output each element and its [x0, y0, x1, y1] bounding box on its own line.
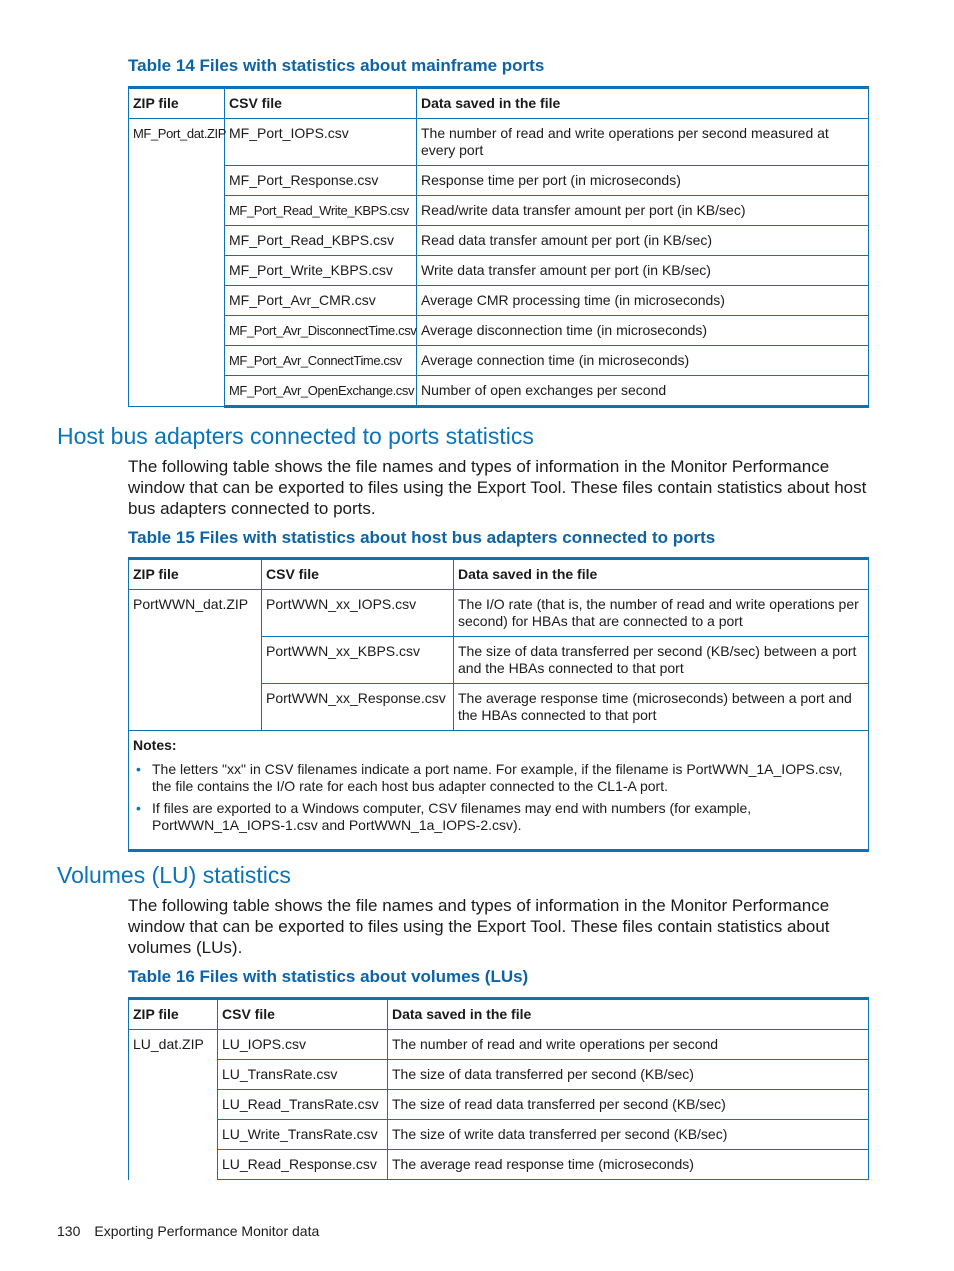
zip-file-cell: LU_dat.ZIP	[129, 1030, 218, 1180]
page-number: 130	[57, 1223, 81, 1239]
table-row	[129, 316, 869, 346]
csv-file-cell: MF_Port_Read_KBPS.csv	[225, 226, 417, 256]
zip-file-cell: MF_Port_dat.ZIP	[129, 119, 225, 407]
table-15-caption: Table 15 Files with statistics about host bus adapters connected to ports	[128, 528, 716, 547]
table-row	[129, 346, 869, 376]
csv-file-cell: LU_IOPS.csv	[218, 1030, 388, 1060]
data-description-cell: Average connection time (in microseconds)	[417, 346, 869, 376]
table-row	[129, 376, 869, 407]
column-header-csv: CSV file	[225, 88, 417, 119]
note-text: If files are exported to a Windows computer, CSV filenames may end with numbers (for example, PortWWN_1A_IOPS-1.csv and PortWWN_1a_IOPS-2.csv).	[152, 800, 752, 833]
csv-file-cell: MF_Port_Write_KBPS.csv	[225, 256, 417, 286]
notes-row	[129, 731, 869, 851]
zip-file-cell: PortWWN_dat.ZIP	[129, 590, 262, 731]
notes-cell	[129, 731, 869, 851]
column-header-zip: ZIP file	[129, 559, 262, 590]
data-description-cell: Average disconnection time (in microseconds)	[417, 316, 869, 346]
csv-file-cell: MF_Port_Response.csv	[225, 166, 417, 196]
table-header-row	[129, 88, 869, 119]
table-15	[128, 557, 869, 852]
column-header-data: Data saved in the file	[417, 88, 869, 119]
footer-title: Exporting Performance Monitor data	[94, 1223, 320, 1239]
table-row	[129, 196, 869, 226]
section-paragraph-lu: The following table shows the file names and types of information in the Monitor Performance window that can be exported to files using the Export Tool. These files contain statistics about volumes (LUs).	[128, 896, 830, 957]
table-row	[129, 286, 869, 316]
notes-title: Notes:	[133, 737, 177, 753]
note-item	[133, 800, 864, 834]
table-row	[129, 1090, 869, 1120]
data-description-cell: The size of read data transferred per second (KB/sec)	[388, 1090, 869, 1120]
data-description-cell: Write data transfer amount per port (in KB/sec)	[417, 256, 869, 286]
data-description-cell: The number of read and write operations per second	[388, 1030, 869, 1060]
table-row	[129, 166, 869, 196]
table-header-row	[129, 559, 869, 590]
csv-file-cell: LU_TransRate.csv	[218, 1060, 388, 1090]
note-item	[133, 761, 864, 795]
csv-file-cell: LU_Read_TransRate.csv	[218, 1090, 388, 1120]
data-description-cell: The I/O rate (that is, the number of read and write operations per second) for HBAs that are connected to a port	[454, 590, 869, 637]
csv-file-cell: PortWWN_xx_IOPS.csv	[262, 590, 454, 637]
data-description-cell: The number of read and write operations per second measured at every port	[417, 119, 869, 166]
table-row	[129, 256, 869, 286]
data-description-cell: The size of data transferred per second (KB/sec)	[388, 1060, 869, 1090]
note-text: The letters "xx" in CSV filenames indicate a port name. For example, if the filename is PortWWN_1A_IOPS.csv, the file contains the I/O rate for each host bus adapter connected to the CL1-A port.	[152, 761, 843, 794]
csv-file-cell: MF_Port_Avr_CMR.csv	[225, 286, 417, 316]
csv-file-cell: MF_Port_Read_Write_KBPS.csv	[225, 196, 417, 226]
csv-file-cell: PortWWN_xx_KBPS.csv	[262, 637, 454, 684]
table-16-caption: Table 16 Files with statistics about volumes (LUs)	[128, 967, 529, 986]
column-header-data: Data saved in the file	[454, 559, 869, 590]
table-row	[129, 1030, 869, 1060]
data-description-cell: The size of write data transferred per second (KB/sec)	[388, 1120, 869, 1150]
csv-file-cell: PortWWN_xx_Response.csv	[262, 684, 454, 731]
column-header-csv: CSV file	[218, 999, 388, 1030]
csv-file-cell: MF_Port_Avr_OpenExchange.csv	[225, 376, 417, 407]
csv-file-cell: MF_Port_Avr_DisconnectTime.csv	[225, 316, 417, 346]
table-row	[129, 119, 869, 166]
column-header-csv: CSV file	[262, 559, 454, 590]
csv-file-cell: LU_Read_Response.csv	[218, 1150, 388, 1180]
data-description-cell: Read/write data transfer amount per port (in KB/sec)	[417, 196, 869, 226]
table-row	[129, 1060, 869, 1090]
table-row	[129, 226, 869, 256]
data-description-cell: The average read response time (microseconds)	[388, 1150, 869, 1180]
csv-file-cell: LU_Write_TransRate.csv	[218, 1120, 388, 1150]
column-header-data: Data saved in the file	[388, 999, 869, 1030]
column-header-zip: ZIP file	[129, 88, 225, 119]
table-row	[129, 1120, 869, 1150]
bullet-icon: •	[136, 800, 141, 816]
data-description-cell: Number of open exchanges per second	[417, 376, 869, 407]
table-header-row	[129, 999, 869, 1030]
csv-file-cell: MF_Port_IOPS.csv	[225, 119, 417, 166]
table-14-caption: Table 14 Files with statistics about mainframe ports	[128, 56, 545, 75]
table-16	[128, 997, 869, 1180]
page-footer	[57, 1222, 319, 1240]
data-description-cell: Read data transfer amount per port (in KB/sec)	[417, 226, 869, 256]
section-paragraph-hba: The following table shows the file names and types of information in the Monitor Performance window that can be exported to files using the Export Tool. These files contain statistics about host bus adapters connected to ports.	[128, 457, 867, 518]
section-heading-hba: Host bus adapters connected to ports statistics	[57, 423, 534, 449]
column-header-zip: ZIP file	[129, 999, 218, 1030]
table-row	[129, 590, 869, 637]
data-description-cell: The size of data transferred per second (KB/sec) between a port and the HBAs connected to that port	[454, 637, 869, 684]
table-row	[129, 1150, 869, 1180]
data-description-cell: Average CMR processing time (in microseconds)	[417, 286, 869, 316]
data-description-cell: The average response time (microseconds) between a port and the HBAs connected to that port	[454, 684, 869, 731]
table-14	[128, 86, 869, 408]
bullet-icon: •	[136, 761, 141, 777]
csv-file-cell: MF_Port_Avr_ConnectTime.csv	[225, 346, 417, 376]
data-description-cell: Response time per port (in microseconds)	[417, 166, 869, 196]
section-heading-lu: Volumes (LU) statistics	[57, 862, 291, 888]
